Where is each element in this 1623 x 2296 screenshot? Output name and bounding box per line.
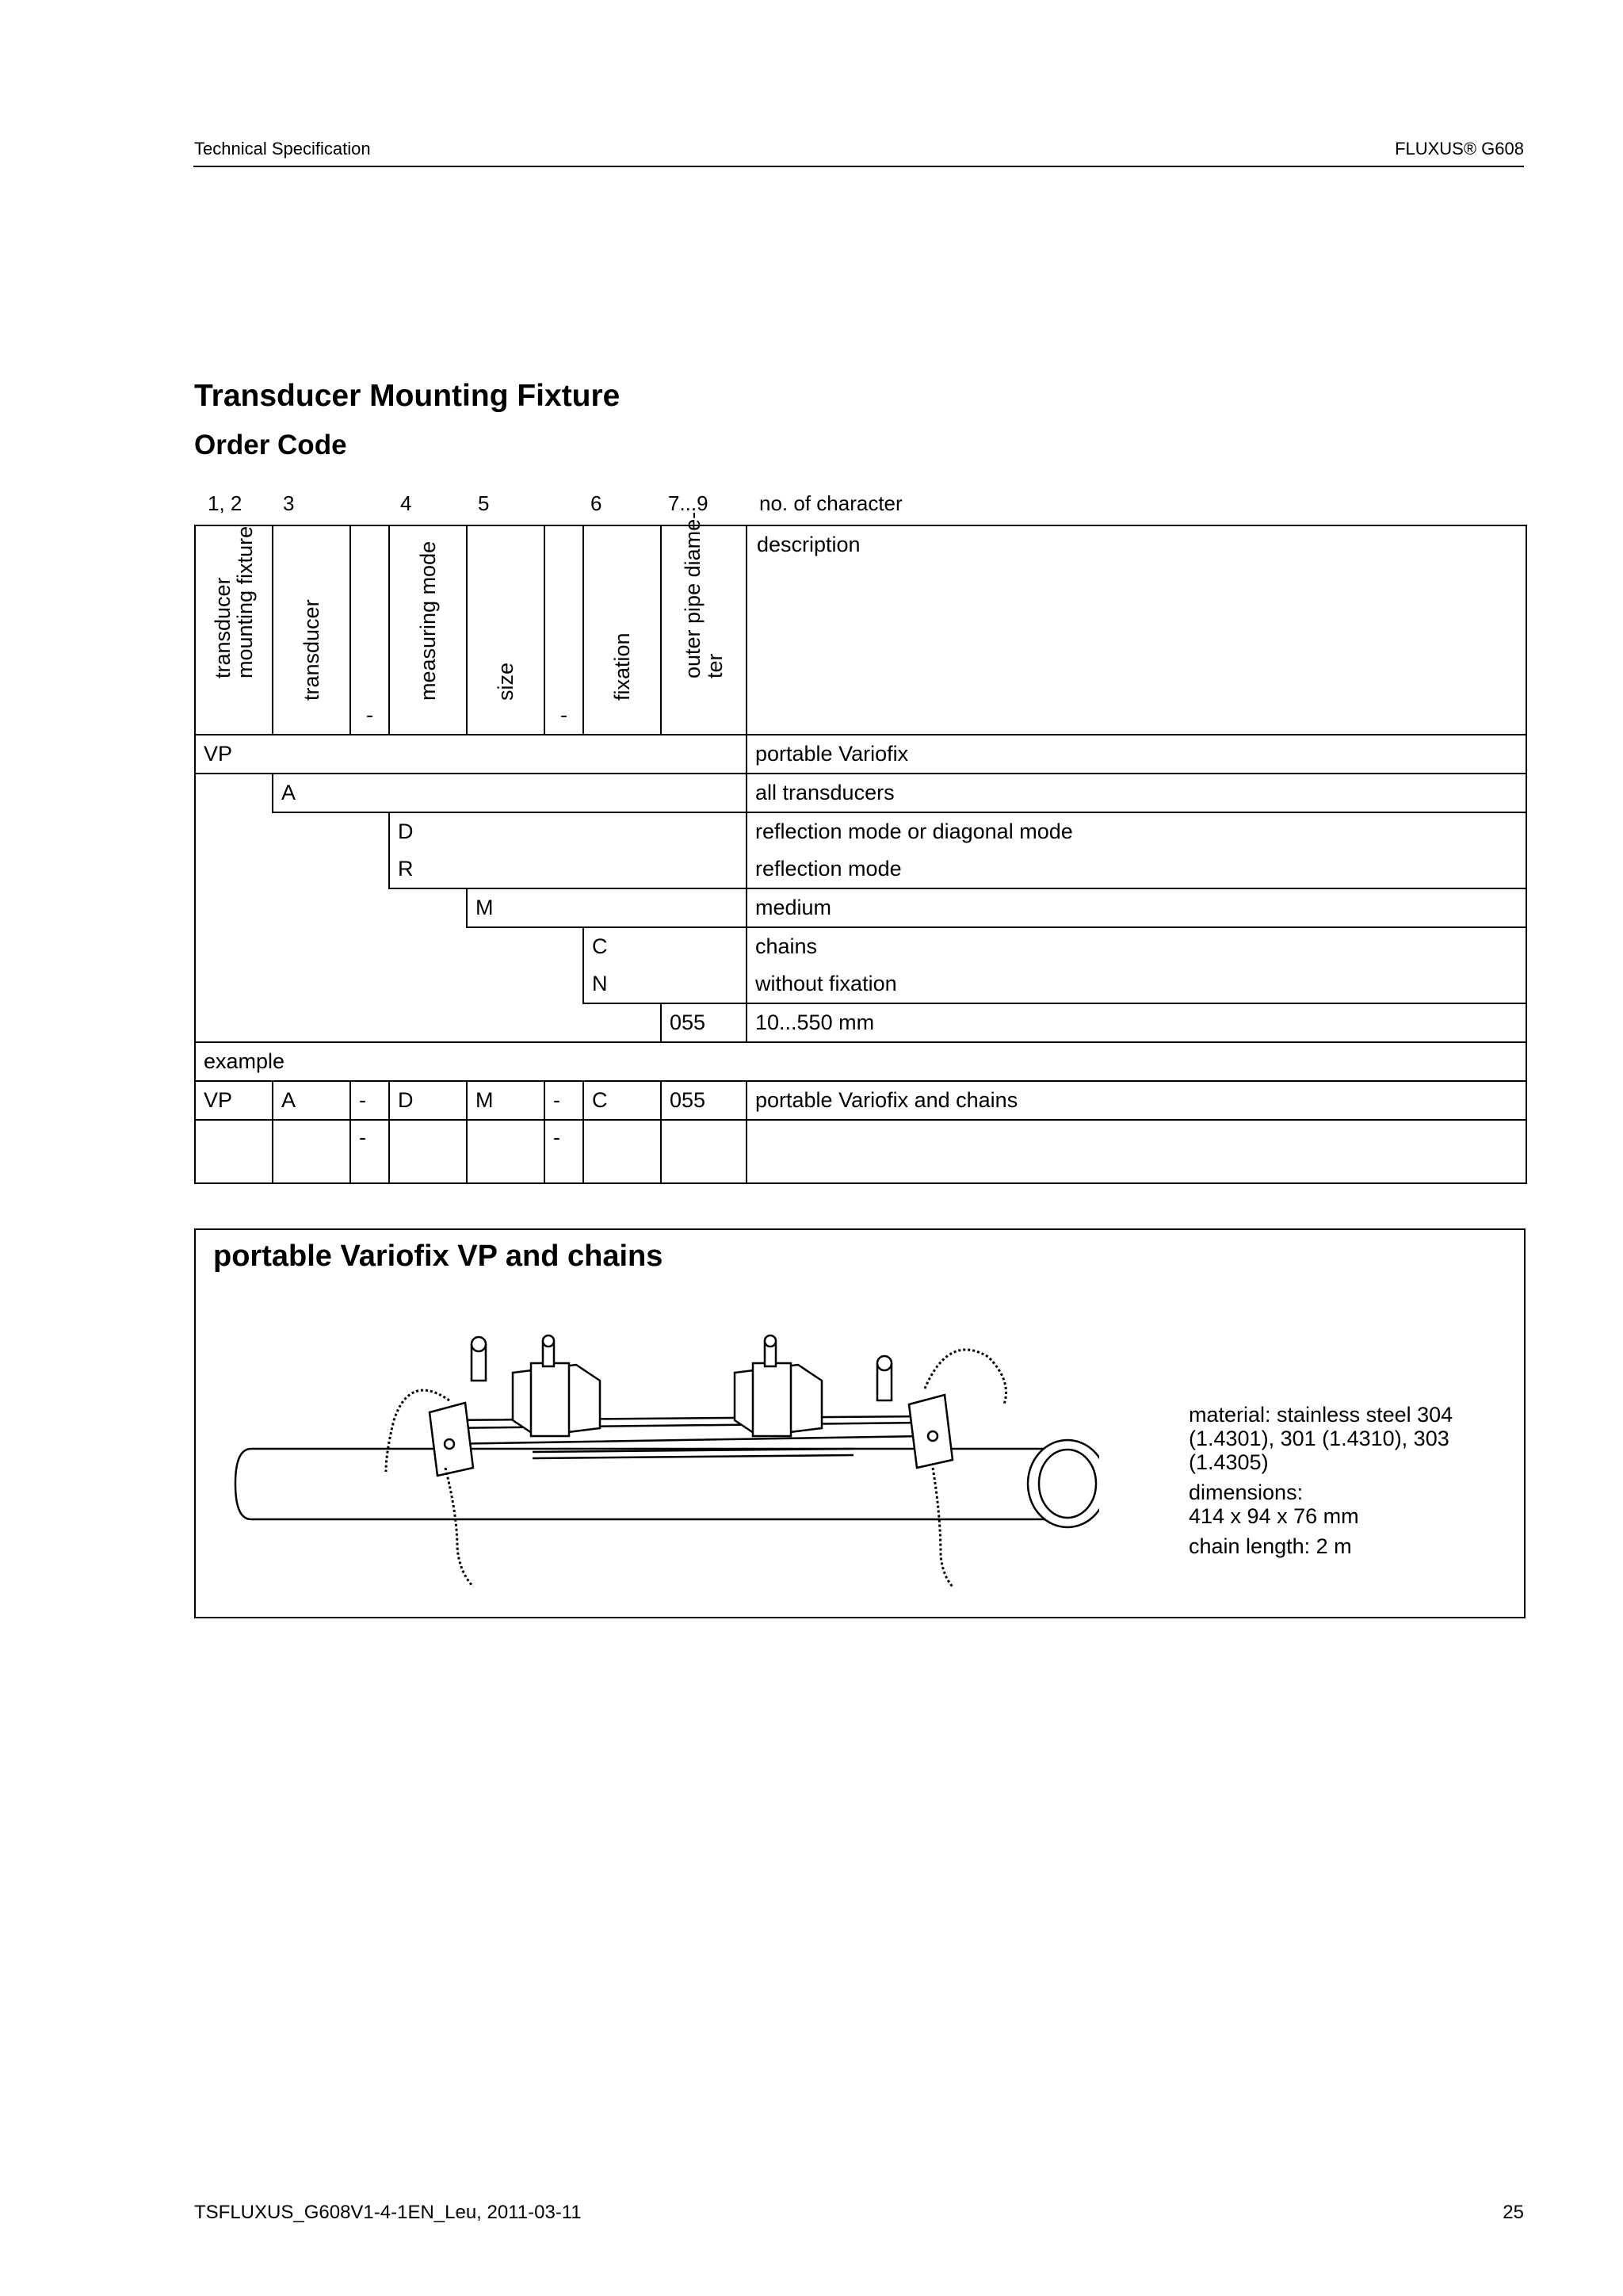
code-cell: C [583, 927, 747, 965]
code-cell: N [583, 965, 747, 1003]
dimensions-spec [1189, 1480, 1524, 1528]
table-header-row [195, 525, 1526, 735]
col-header-outer-pipe-diameter: outer pipe diame- ter [661, 525, 747, 735]
code-cell: D [389, 812, 747, 850]
desc-cell: medium [747, 888, 1526, 927]
char-number-1-2: 1, 2 [208, 491, 242, 515]
table-row [195, 774, 1526, 812]
order-code-table [194, 511, 1527, 1184]
example-label: example [195, 1042, 1526, 1081]
blank-order-row [195, 1120, 1526, 1183]
header-document-title: Technical Specification [194, 139, 371, 159]
desc-cell: 10...550 mm [747, 1003, 1526, 1042]
material-spec: material: stainless steel 304 (1.4301), 301 (1.4310), 303 (1.4305) [1189, 1403, 1453, 1474]
col-header-size: size [467, 525, 544, 735]
desc-cell: all transducers [747, 774, 1526, 812]
desc-cell: chains [747, 927, 1526, 965]
example-label-row [195, 1042, 1526, 1081]
example-desc-cell: portable Variofix and chains [747, 1081, 1526, 1120]
example-cell: M [467, 1081, 544, 1120]
example-cell: A [273, 1081, 350, 1120]
code-cell: M [467, 888, 747, 927]
col-header-description: description [747, 525, 1526, 735]
example-row [195, 1081, 1526, 1120]
table-row [195, 965, 1526, 1003]
col-header-dash-2: - [544, 525, 583, 735]
char-number-label: no. of character [759, 491, 903, 515]
char-number-4: 4 [400, 491, 412, 515]
table-row [195, 1003, 1526, 1042]
col-header-mounting-fixture: transducer mounting fixture [195, 525, 273, 735]
code-cell: R [389, 850, 747, 888]
chain-length-spec: chain length: 2 m [1189, 1534, 1352, 1558]
example-cell: - [350, 1081, 389, 1120]
pipe-with-variofix-clamp-illustration-icon [227, 1309, 1099, 1595]
desc-cell: reflection mode or diagonal mode [747, 812, 1526, 850]
col-header-dash: - [350, 525, 389, 735]
char-number-3: 3 [283, 491, 295, 515]
char-number-5: 5 [478, 491, 490, 515]
example-cell: C [583, 1081, 661, 1120]
col-header-transducer: transducer [273, 525, 350, 735]
table-row [195, 850, 1526, 888]
col-header-measuring-mode: measuring mode [389, 525, 467, 735]
table-row [195, 888, 1526, 927]
product-specs [1189, 1403, 1524, 1564]
table-row [195, 812, 1526, 850]
char-number-6: 6 [590, 491, 602, 515]
table-row [195, 735, 1526, 774]
section-title: Order Code [194, 430, 347, 460]
example-cell: D [389, 1081, 467, 1120]
footer-document-id: TSFLUXUS_G608V1-4-1EN_Leu, 2011-03-11 [194, 2202, 582, 2223]
table-row [195, 927, 1526, 965]
footer-page-number: 25 [1503, 2202, 1524, 2223]
blank-dash: - [350, 1120, 389, 1183]
code-cell: A [273, 774, 747, 812]
code-cell: 055 [661, 1003, 747, 1042]
example-cell: VP [195, 1081, 273, 1120]
example-cell: 055 [661, 1081, 747, 1120]
blank-dash: - [544, 1120, 583, 1183]
desc-cell: reflection mode [747, 850, 1526, 888]
desc-cell: without fixation [747, 965, 1526, 1003]
header-rule [193, 166, 1524, 167]
dimensions-value: 414 x 94 x 76 mm [1189, 1504, 1359, 1528]
page-title: Transducer Mounting Fixture [194, 379, 621, 413]
header-product-name: FLUXUS® G608 [1395, 139, 1524, 159]
desc-cell: portable Variofix [747, 735, 1526, 774]
col-header-fixation: fixation [583, 525, 661, 735]
product-box [194, 1228, 1526, 1618]
example-cell: - [544, 1081, 583, 1120]
product-box-title: portable Variofix VP and chains [213, 1240, 663, 1273]
code-cell: VP [195, 735, 747, 774]
dimensions-label: dimensions: [1189, 1480, 1304, 1504]
char-number-7-9: 7...9 [668, 491, 708, 515]
